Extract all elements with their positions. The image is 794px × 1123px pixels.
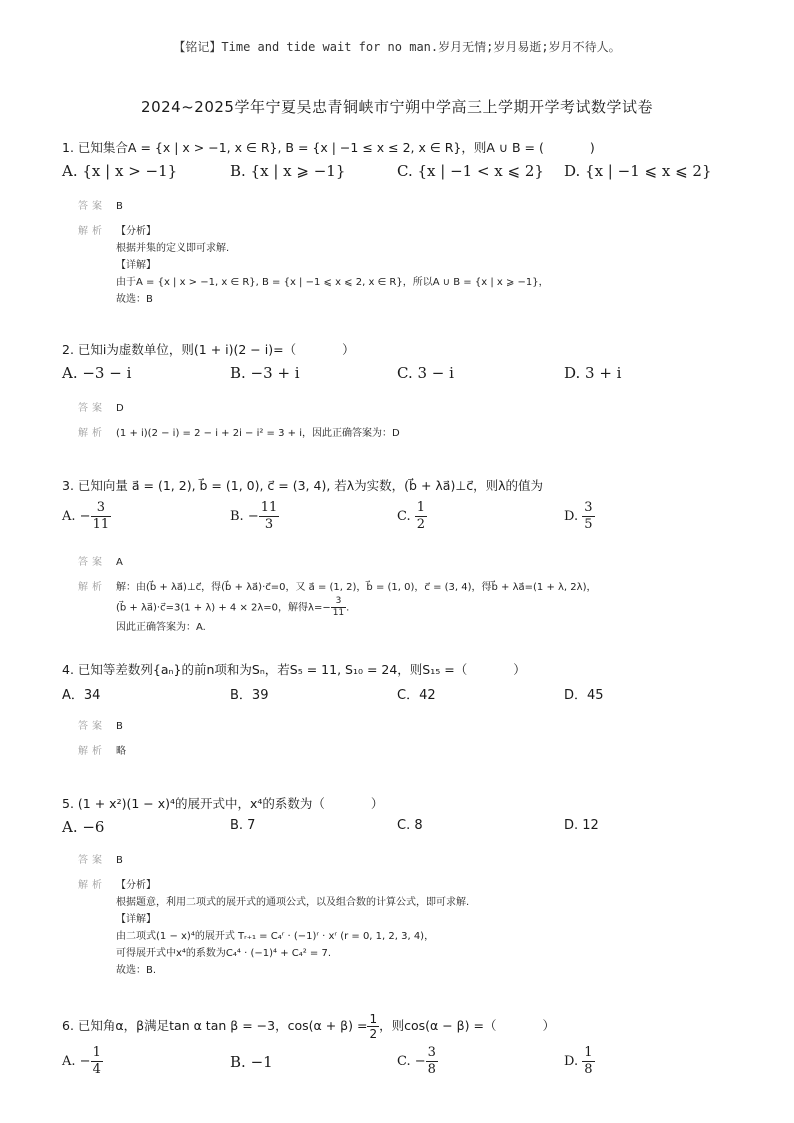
- option-a[interactable]: A. {x | x > −1}: [62, 162, 178, 180]
- options-row: [62, 500, 742, 540]
- option-b[interactable]: B. {x | x ⩾ −1}: [230, 162, 346, 180]
- options-row: [62, 818, 742, 844]
- analysis-label: 解析: [78, 582, 106, 593]
- answer-label: 答案: [78, 721, 106, 732]
- answer-row: [62, 554, 742, 571]
- option-c[interactable]: C. − $\frac{3}{8}$: [397, 1045, 436, 1077]
- option-c[interactable]: C．42: [397, 688, 436, 703]
- option-a[interactable]: A. − $\frac{3}{11}$: [62, 500, 110, 532]
- options-row: [62, 364, 742, 390]
- answer-value: B: [116, 855, 123, 866]
- answer-value: B: [116, 201, 123, 212]
- option-b[interactable]: B. −1: [230, 1053, 273, 1071]
- analysis-label: 解析: [78, 428, 106, 439]
- answer-row: [62, 400, 742, 417]
- answer-value: D: [116, 403, 124, 414]
- options-row: [62, 162, 742, 188]
- answer-label: 答案: [78, 403, 106, 414]
- option-a[interactable]: A．34: [62, 688, 101, 703]
- question-stem: 4. 已知等差数列{aₙ}的前n项和为Sₙ，若S₅ = 11, S₁₀ = 24，则S₁₅ =（ ）: [62, 662, 526, 677]
- option-c[interactable]: C. 3 − i: [397, 364, 454, 382]
- answer-value: A: [116, 557, 123, 568]
- question-stem: 1. 已知集合A = {x | x > −1, x ∈ R}, B = {x | −1 ≤ x ≤ 2, x ∈ R}，则A ∪ B = ( ): [62, 140, 595, 155]
- question-5: [62, 794, 742, 979]
- option-c[interactable]: C. {x | −1 < x ⩽ 2}: [397, 162, 544, 180]
- analysis-row: [62, 743, 742, 760]
- analysis-text: 【分析】 根据题意，利用二项式的展开式的通项公式，以及组合数的计算公式，即可求解. 【详解】 由二项式(1 − x)⁴的展开式 Tᵣ₊₁ = C₄ʳ · (−1)ʳ · xʳ (r = 0, 1, 2, 3, 4)， 可得展开式中x⁴的系数为C₄⁴ · (−1)⁴ + C₄² = 7. 故选：B.: [116, 880, 470, 976]
- analysis-text: 解：由(b⃗ + λa⃗)⊥c⃗，得(b⃗ + λa⃗)·c⃗=0，又 a⃗ = (1, 2)，b⃗ = (1, 0)，c⃗ = (3, 4)，得b⃗ + λa⃗=(1 + λ, 2λ)， (b⃗ + λa⃗)·c⃗=3(1 + λ) + 4 × 2λ=0，解得λ=− $\frac{3}{11}$ . 因此正确答案为：A.: [116, 582, 597, 633]
- option-b[interactable]: B．39: [230, 688, 269, 703]
- question-stem: 3. 已知向量 a⃗ = (1, 2), b⃗ = (1, 0), c⃗ = (3, 4), 若λ为实数，(b⃗ + λa⃗)⊥c⃗，则λ的值为: [62, 478, 544, 493]
- option-b[interactable]: B. −3 + i: [230, 364, 300, 382]
- analysis-text: 略: [116, 746, 126, 757]
- option-a[interactable]: A. −3 − i: [62, 364, 132, 382]
- option-c[interactable]: C. $\frac{1}{2}$: [397, 500, 426, 532]
- option-d[interactable]: D. 12: [564, 818, 599, 833]
- answer-label: 答案: [78, 201, 106, 212]
- option-b[interactable]: B. − $\frac{11}{3}$: [230, 500, 278, 532]
- question-6: [62, 1012, 742, 1085]
- answer-row: [62, 198, 742, 215]
- option-a[interactable]: A. − $\frac{1}{4}$: [62, 1045, 101, 1077]
- motto-line: 【铭记】Time and tide wait for no man.岁月无情;岁月易逝;岁月不待人。: [173, 40, 621, 54]
- analysis-label: 解析: [78, 226, 106, 237]
- analysis-label: 解析: [78, 746, 106, 757]
- analysis-label: 解析: [78, 880, 106, 891]
- answer-row: [62, 718, 742, 735]
- analysis-text: (1 + i)(2 − i) = 2 − i + 2i − i² = 3 + i，因此正确答案为：D: [116, 428, 400, 439]
- option-d[interactable]: D. {x | −1 ⩽ x ⩽ 2}: [564, 162, 712, 180]
- analysis-row: [62, 579, 742, 636]
- exam-title: 2024~2025学年宁夏吴忠青铜峡市宁朔中学高三上学期开学考试数学试卷: [141, 98, 653, 116]
- answer-label: 答案: [78, 855, 106, 866]
- answer-value: B: [116, 721, 123, 732]
- option-c[interactable]: C. 8: [397, 818, 423, 833]
- option-a[interactable]: A. −6: [62, 818, 105, 836]
- analysis-row: [62, 425, 742, 442]
- options-row: [62, 684, 742, 710]
- question-stem: 5. (1 + x²)(1 − x)⁴的展开式中，x⁴的系数为（ ）: [62, 796, 384, 811]
- question-4: [62, 660, 742, 760]
- question-2: [62, 340, 742, 442]
- option-d[interactable]: D. $\frac{1}{8}$: [564, 1045, 593, 1077]
- question-stem: 2. 已知i为虚数单位，则(1 + i)(2 − i)=（ ）: [62, 342, 355, 357]
- answer-row: [62, 852, 742, 869]
- option-d[interactable]: D．45: [564, 688, 604, 703]
- analysis-row: [62, 223, 742, 308]
- question-1: [62, 138, 742, 308]
- question-3: [62, 476, 742, 636]
- question-stem: 6. 已知角α，β满足tan α tan β = −3，cos(α + β) = $\frac{1}{2}$ ，则cos(α − β) =（ ）: [62, 1012, 555, 1041]
- answer-label: 答案: [78, 557, 106, 568]
- analysis-text: 【分析】 根据并集的定义即可求解. 【详解】 由于A = {x | x > −1, x ∈ R}, B = {x | −1 ⩽ x ⩽ 2, x ∈ R}，所以A ∪ B = {x | x ⩾ −1}， 故选：B: [116, 226, 549, 305]
- option-d[interactable]: D. 3 + i: [564, 364, 622, 382]
- analysis-row: [62, 877, 742, 979]
- options-row: [62, 1045, 742, 1085]
- option-b[interactable]: B. 7: [230, 818, 256, 833]
- option-d[interactable]: D. $\frac{3}{5}$: [564, 500, 593, 532]
